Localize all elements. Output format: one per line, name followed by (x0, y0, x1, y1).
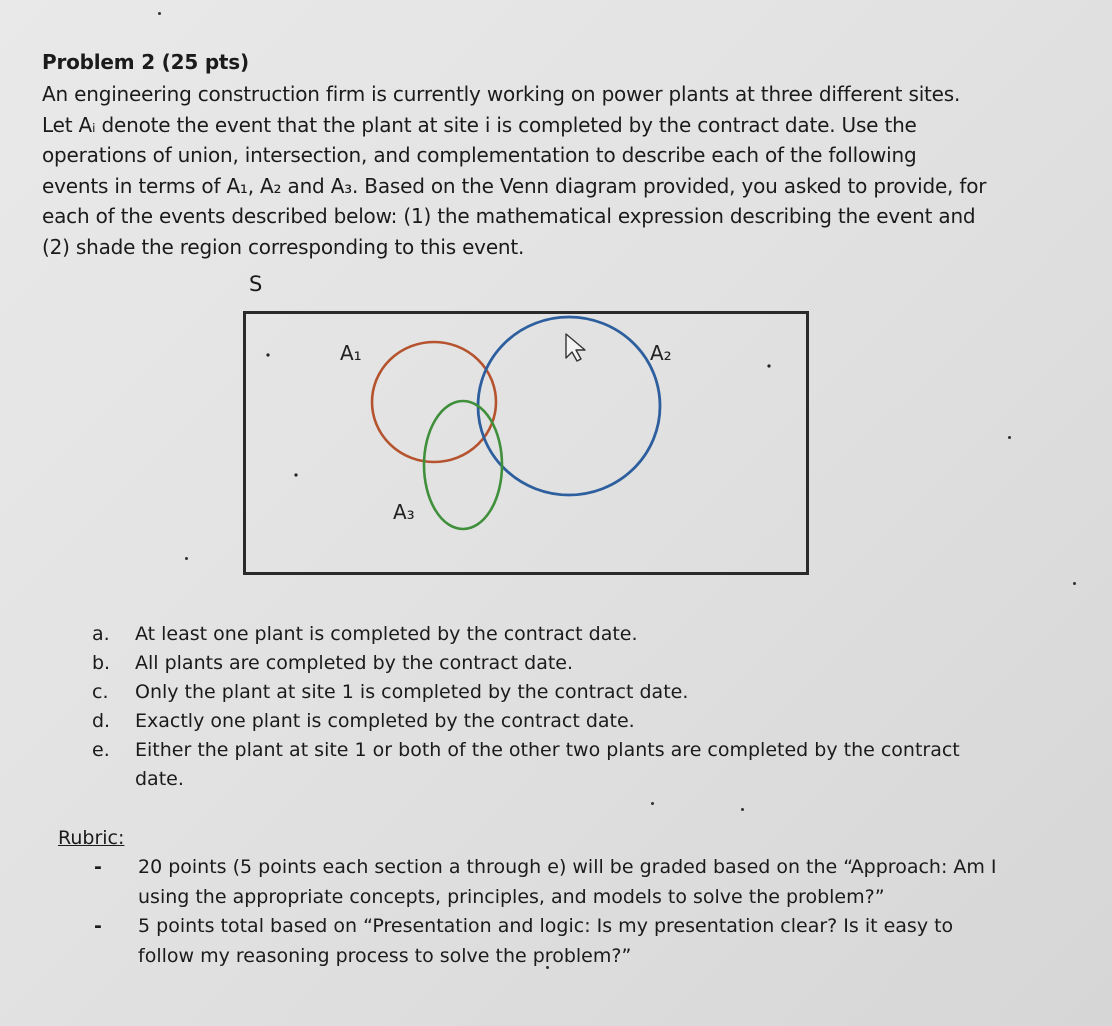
question-letter: c. (92, 681, 109, 703)
question-item (92, 707, 992, 736)
set-a3-circle (424, 401, 502, 529)
mouse-cursor-icon (566, 334, 585, 361)
question-item (92, 678, 992, 707)
intro-line: (2) shade the region corresponding to this event. (42, 234, 525, 259)
speck-dot (266, 353, 269, 356)
question-item (92, 736, 992, 794)
question-text: Only the plant at site 1 is completed by the contract date. (135, 681, 689, 703)
intro-line: events in terms of A₁, A₂ and A₃. Based on the Venn diagram provided, you asked to provide, for (42, 173, 987, 198)
question-text: All plants are completed by the contract date. (135, 652, 574, 674)
rubric-text: 20 points (5 points each section a through e) will be graded based on the “Approach: Am I using the appropriate concepts, principles, and models to solve the problem?” (138, 856, 997, 908)
problem-title: Problem 2 (25 pts) (42, 50, 249, 74)
speck-dot (741, 808, 744, 811)
rubric-list (94, 850, 1014, 971)
rubric-bullet: - (94, 856, 102, 878)
speck-dot (158, 12, 161, 15)
sample-space-label: S (249, 272, 263, 296)
set-a1-label: A₁ (340, 341, 362, 365)
speck-dot (651, 802, 654, 805)
rubric-title: Rubric: (58, 827, 125, 849)
speck-dot (1008, 436, 1011, 439)
question-item (92, 649, 992, 678)
intro-line: each of the events described below: (1) the mathematical expression describing the event and (42, 204, 976, 228)
speck-dot (1073, 582, 1076, 585)
question-letter: e. (92, 739, 110, 761)
question-text: Either the plant at site 1 or both of the other two plants are completed by the contract date. (135, 739, 960, 790)
intro-line: An engineering construction firm is currently working on power plants at three different sites. (42, 82, 961, 106)
question-letter: b. (92, 652, 111, 674)
question-letter: a. (92, 623, 110, 645)
rubric-item (94, 912, 1014, 971)
speck-dot (294, 473, 297, 476)
intro-line: operations of union, intersection, and complementation to describe each of the following (42, 143, 917, 167)
venn-diagram (246, 314, 806, 572)
speck-dot (767, 364, 770, 367)
intro-line: Let Aᵢ denote the event that the plant at site i is completed by the contract date. Use the (42, 112, 917, 137)
question-list (92, 620, 992, 794)
venn-diagram-box (243, 311, 809, 575)
question-text: Exactly one plant is completed by the contract date. (135, 710, 635, 732)
speck-dot (546, 966, 549, 969)
rubric-item (94, 853, 1014, 912)
rubric-text: 5 points total based on “Presentation and logic: Is my presentation clear? Is it easy to follow my reasoning process to solve the problem?” (138, 915, 954, 967)
question-text: At least one plant is completed by the contract date. (135, 623, 638, 645)
set-a2-label: A₂ (650, 341, 672, 365)
question-item (92, 620, 992, 649)
speck-dot (185, 557, 188, 560)
set-a3-label: A₃ (393, 500, 415, 524)
question-letter: d. (92, 710, 111, 732)
rubric-bullet: - (94, 915, 102, 937)
problem-intro (42, 79, 1032, 262)
